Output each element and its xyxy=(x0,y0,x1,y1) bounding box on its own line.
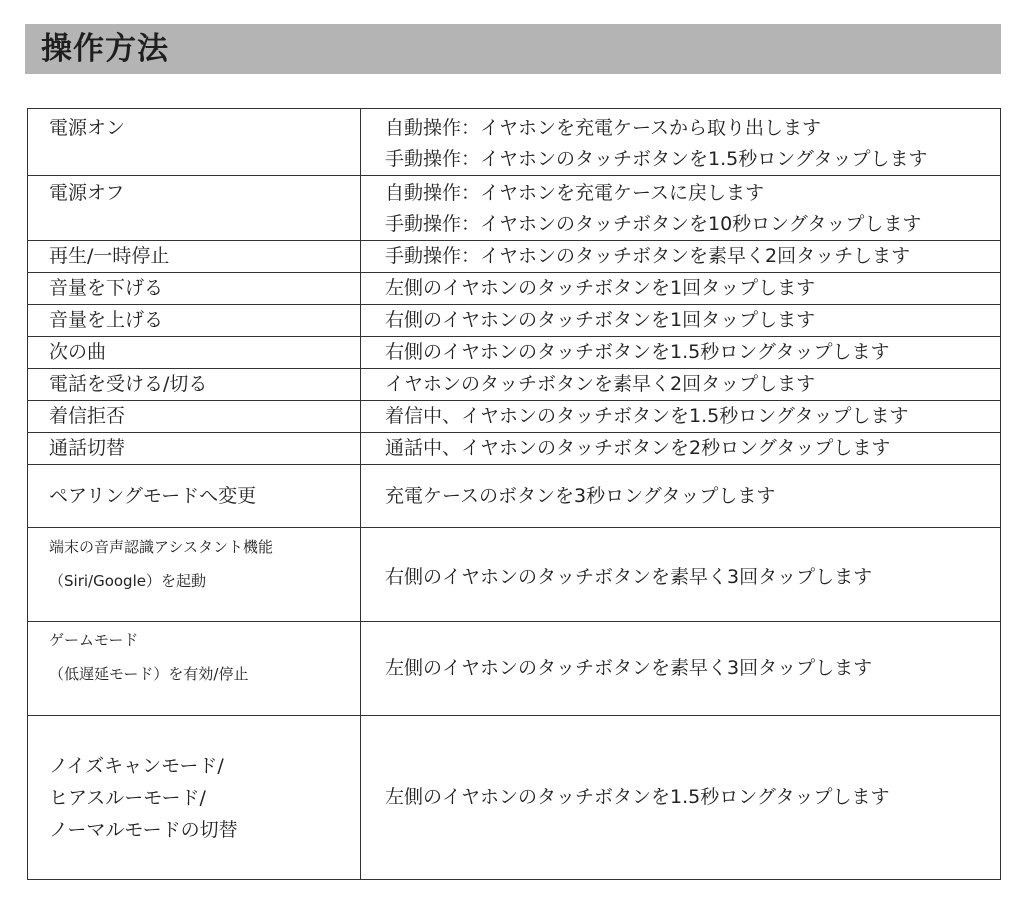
operation-cell xyxy=(361,433,1001,465)
section-header xyxy=(25,24,1001,74)
table-row xyxy=(28,465,1001,528)
operation-text: 通話中、イヤホンのタッチボタンを2秒ロングタップします xyxy=(385,437,891,459)
operation-text: 手動操作：イヤホンのタッチボタンを10秒ロングタップします xyxy=(385,213,922,235)
function-label: 電話を受ける/切る xyxy=(49,373,208,395)
table-row xyxy=(28,241,1001,273)
operation-cell xyxy=(361,337,1001,369)
function-cell xyxy=(28,241,361,273)
operation-cell xyxy=(361,465,1001,528)
table-row xyxy=(28,109,1001,176)
function-label: 再生/一時停止 xyxy=(49,245,170,267)
function-label: ノイズキャンモード/ xyxy=(49,754,224,777)
function-label: （Siri/Google）を起動 xyxy=(49,572,206,590)
function-cell xyxy=(28,273,361,305)
operation-text: 左側のイヤホンのタッチボタンを1回タップします xyxy=(385,277,816,299)
function-label: 電源オフ xyxy=(49,182,125,204)
operation-cell xyxy=(361,273,1001,305)
function-label: ヒアスルーモード/ xyxy=(49,786,206,809)
function-cell xyxy=(28,109,361,176)
function-cell xyxy=(28,716,361,880)
table-row xyxy=(28,622,1001,716)
operation-text: 左側のイヤホンのタッチボタンを素早く3回タップします xyxy=(385,657,873,679)
function-label: ゲームモード xyxy=(49,631,139,649)
operation-text: 右側のイヤホンのタッチボタンを1回タップします xyxy=(385,309,816,331)
operation-text: 充電ケースのボタンを3秒ロングタップします xyxy=(385,484,776,507)
operation-cell xyxy=(361,716,1001,880)
operation-text: 着信中、イヤホンのタッチボタンを1.5秒ロングタップします xyxy=(385,405,909,427)
operation-cell xyxy=(361,369,1001,401)
function-label: 音量を下げる xyxy=(49,277,164,299)
function-cell xyxy=(28,305,361,337)
function-cell xyxy=(28,176,361,241)
operation-text: 自動操作：イヤホンを充電ケースから取り出します xyxy=(385,117,822,139)
operation-text: 右側のイヤホンのタッチボタンを素早く3回タップします xyxy=(385,566,873,588)
table-row xyxy=(28,176,1001,241)
function-cell xyxy=(28,528,361,622)
function-label: ノーマルモードの切替 xyxy=(49,818,238,841)
function-cell xyxy=(28,433,361,465)
function-label: ペアリングモードへ変更 xyxy=(49,484,257,507)
table-row xyxy=(28,433,1001,465)
function-label: （低遅延モード）を有効/停止 xyxy=(49,665,249,683)
operation-text: 右側のイヤホンのタッチボタンを1.5秒ロングタップします xyxy=(385,341,890,363)
operation-cell xyxy=(361,401,1001,433)
operation-cell xyxy=(361,622,1001,716)
operations-table xyxy=(27,108,1001,880)
table-row xyxy=(28,528,1001,622)
table-row xyxy=(28,369,1001,401)
operation-text: 自動操作：イヤホンを充電ケースに戻します xyxy=(385,182,765,204)
operation-text: イヤホンのタッチボタンを素早く2回タップします xyxy=(385,373,816,395)
function-label: 音量を上げる xyxy=(49,309,164,331)
table-row xyxy=(28,337,1001,369)
operation-cell xyxy=(361,241,1001,273)
table-row xyxy=(28,305,1001,337)
operation-cell xyxy=(361,528,1001,622)
function-cell xyxy=(28,622,361,716)
function-cell xyxy=(28,465,361,528)
operation-text: 手動操作：イヤホンのタッチボタンを1.5秒ロングタップします xyxy=(385,148,928,170)
section-title: 操作方法 xyxy=(41,31,169,67)
operation-cell xyxy=(361,305,1001,337)
operation-text: 手動操作：イヤホンのタッチボタンを素早く2回タッチします xyxy=(385,245,911,267)
function-label: 電源オン xyxy=(49,117,126,139)
operation-text: 左側のイヤホンのタッチボタンを1.5秒ロングタップします xyxy=(385,786,890,808)
operation-cell xyxy=(361,109,1001,176)
function-cell xyxy=(28,337,361,369)
table-row xyxy=(28,401,1001,433)
function-cell xyxy=(28,369,361,401)
function-label: 着信拒否 xyxy=(49,405,126,427)
function-label: 次の曲 xyxy=(49,341,107,363)
function-cell xyxy=(28,401,361,433)
operation-cell xyxy=(361,176,1001,241)
table-row xyxy=(28,716,1001,880)
function-label: 端末の音声認識アシスタント機能 xyxy=(49,538,273,556)
function-label: 通話切替 xyxy=(49,437,126,459)
table-row xyxy=(28,273,1001,305)
